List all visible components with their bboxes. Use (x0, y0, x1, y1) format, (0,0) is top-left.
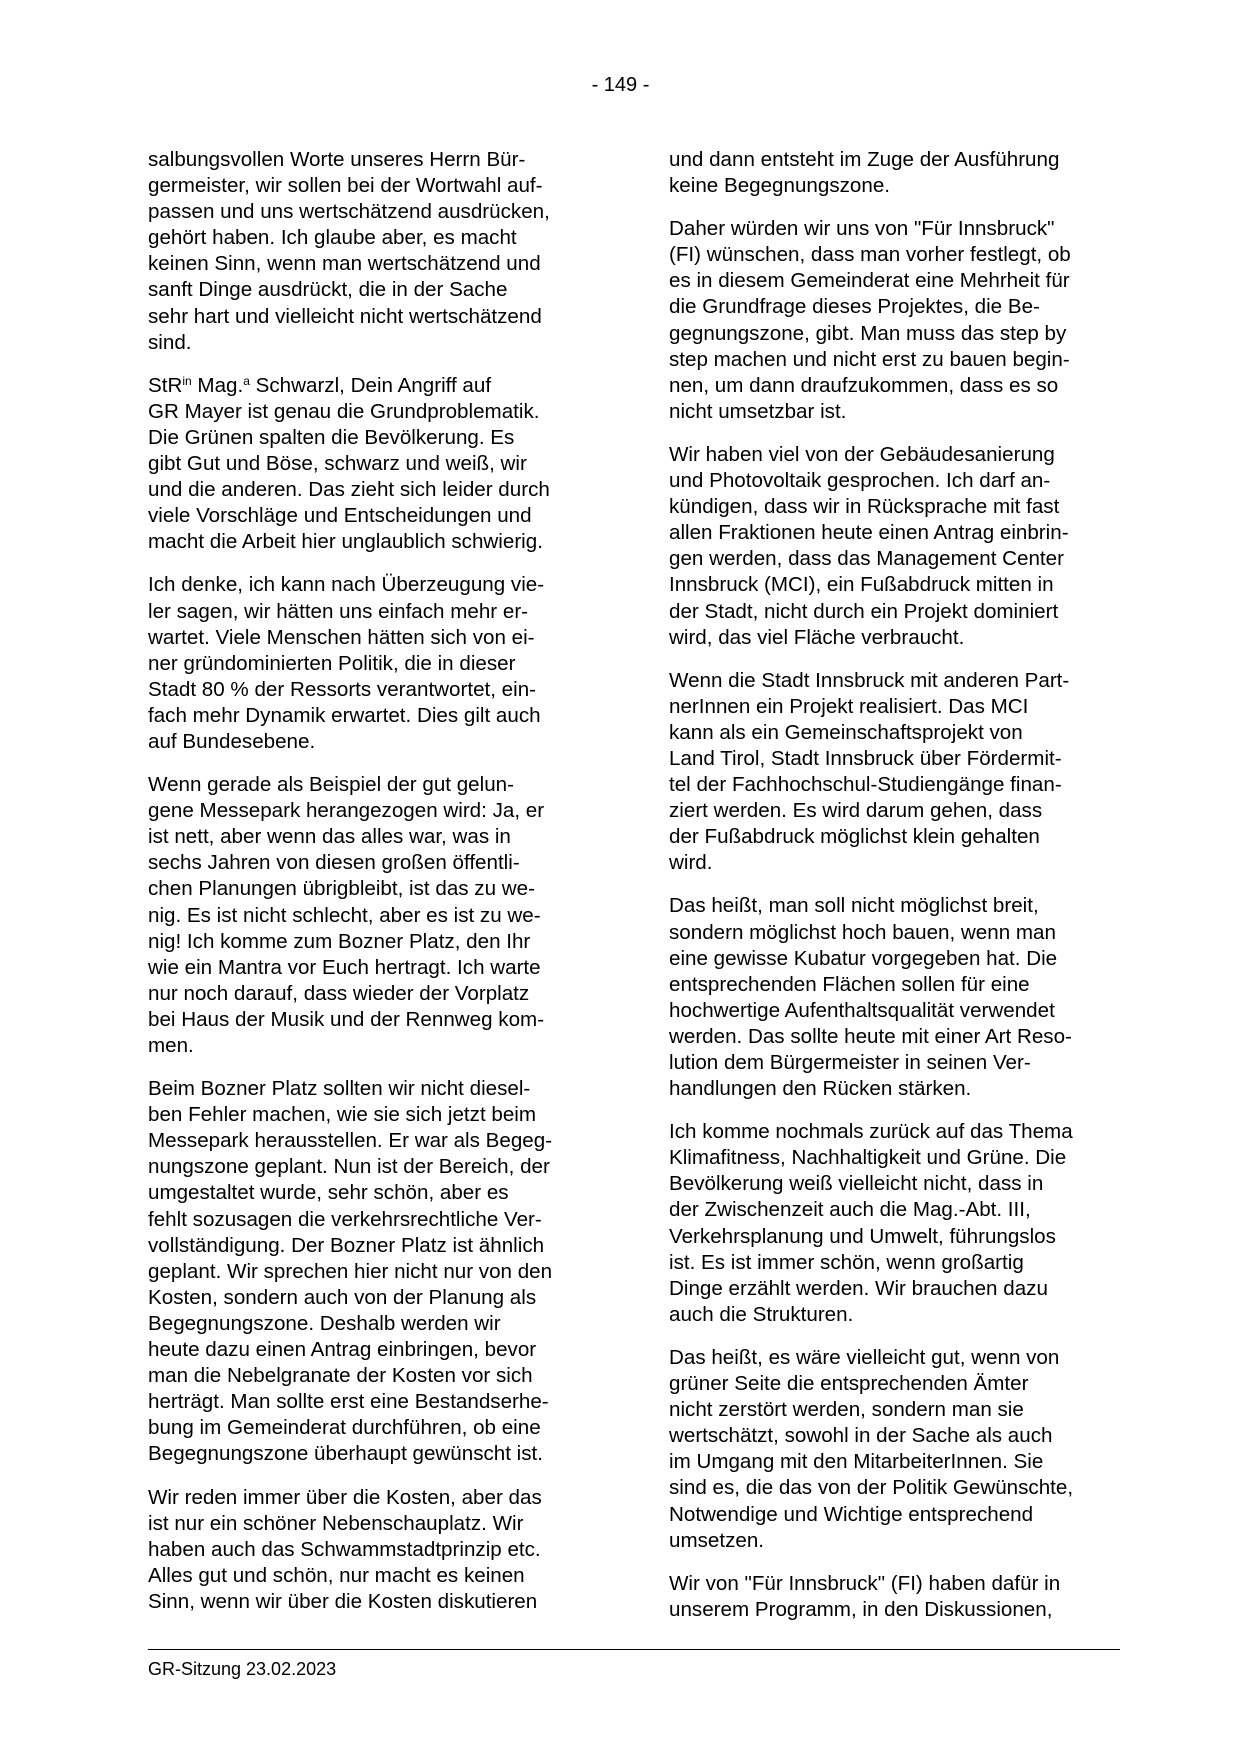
text-line: Kosten, sondern auch von der Planung als (148, 1285, 537, 1309)
text-line: bung im Gemeinderat durchführen, ob eine (148, 1416, 541, 1440)
text-line: der Zwischenzeit auch die Mag.-Abt. III, (669, 1198, 1031, 1222)
text-line-rest: Schwarzl, Dein Angriff auf (255, 373, 492, 397)
text-line: ben Fehler machen, wie sie sich jetzt beim (148, 1103, 537, 1127)
text-line: und dann entsteht im Zuge der Ausführung (669, 148, 1060, 171)
text-line: die Grundfrage dieses Projektes, die Be- (669, 295, 1040, 319)
text-line: nerInnen ein Projekt realisiert. Das MCI (669, 694, 1029, 718)
text-line: geplant. Wir sprechen hier nicht nur von den (148, 1259, 553, 1283)
right-column (669, 147, 1124, 1640)
text-line: entsprechenden Flächen sollen für eine (669, 972, 1030, 996)
text-line: Das heißt, es wäre vielleicht gut, wenn von (669, 1345, 1060, 1369)
text-line: sehr hart und vielleicht nicht wertschätzend (148, 304, 542, 328)
text-line: bei Haus der Musik und der Rennweg kom- (148, 1007, 545, 1031)
text-line: handlungen den Rücken stärken. (669, 1077, 972, 1101)
text-line: step machen und nicht erst zu bauen begin- (669, 347, 1070, 371)
text-line: gibt Gut und Böse, schwarz und weiß, wir (148, 452, 527, 476)
text-line: Wenn die Stadt Innsbruck mit anderen Part- (669, 668, 1070, 692)
text-line: Begegnungszone überhaupt gewünscht ist. (148, 1442, 544, 1466)
paragraph (148, 1485, 603, 1615)
text-line: nungszone geplant. Nun ist der Bereich, der (148, 1155, 550, 1179)
text-line: Stadt 80 % der Ressorts verantwortet, ein- (148, 677, 537, 701)
text-line: gene Messepark herangezogen wird: Ja, er (148, 799, 545, 823)
text-line: der Fußabdruck möglichst klein gehalten (669, 825, 1040, 849)
text-line: salbungsvollen Worte unseres Herrn Bür- (148, 148, 526, 171)
text-line: auch die Strukturen. (669, 1302, 854, 1326)
text-line: sanft Dinge ausdrückt, die in der Sache (148, 278, 508, 302)
text-line: fach mehr Dynamik erwartet. Dies gilt auch (148, 703, 541, 727)
paragraph (669, 668, 1124, 877)
text-line: Beim Bozner Platz sollten wir nicht diesel- (148, 1077, 531, 1101)
text-line: Begegnungszone. Deshalb werden wir (148, 1311, 501, 1335)
text-line: Bevölkerung weiß vielleicht nicht, dass in (669, 1172, 1044, 1196)
academic-title: Mag. (197, 373, 244, 397)
text-line: werden. Das sollte heute mit einer Art Reso- (669, 1024, 1072, 1048)
text-line: sechs Jahren von diesen großen öffentli- (148, 851, 520, 875)
text-line: Notwendige und Wichtige entsprechend (669, 1502, 1034, 1526)
text-line: ner gründominierten Politik, die in dieser (148, 651, 516, 675)
text-line: nig. Es ist nicht schlecht, aber es ist zu we- (148, 903, 541, 927)
text-line: Die Grünen spalten die Bevölkerung. Es (148, 425, 515, 449)
text-line: wird, das viel Fläche verbraucht. (669, 625, 965, 649)
text-line: gegnungszone, gibt. Man muss das step by (669, 321, 1067, 345)
text-line: Wenn gerade als Beispiel der gut gelun- (148, 773, 514, 797)
text-line: Klimafitness, Nachhaltigkeit und Grüne. Die (669, 1146, 1067, 1170)
text-line: und die anderen. Das zieht sich leider durch (148, 478, 550, 502)
paragraph (669, 442, 1124, 651)
footer-divider (148, 1649, 1120, 1650)
text-line: und Photovoltaik gesprochen. Ich darf an- (669, 469, 1051, 493)
text-line: keine Begegnungszone. (669, 174, 890, 198)
paragraph (669, 1345, 1124, 1554)
paragraph (669, 216, 1124, 425)
paragraph (148, 1076, 603, 1467)
text-line: kann als ein Gemeinschaftsprojekt von (669, 720, 1023, 744)
text-line: nur noch darauf, dass wieder der Vorplatz (148, 981, 530, 1005)
text-line: Ich denke, ich kann nach Überzeugung vie- (148, 573, 545, 597)
text-line: grüner Seite die entsprechenden Ämter (669, 1372, 1029, 1396)
text-line: ist nur ein schöner Nebenschauplatz. Wir (148, 1511, 524, 1535)
paragraph (669, 893, 1124, 1102)
text-line: fehlt sozusagen die verkehrsrechtliche Ver- (148, 1207, 542, 1231)
text-line: nicht zerstört werden, sondern man sie (669, 1398, 1024, 1422)
text-line: Wir reden immer über die Kosten, aber das (148, 1485, 542, 1509)
text-line: sondern möglichst hoch bauen, wenn man (669, 920, 1056, 944)
text-line: Wir von "Für Innsbruck" (FI) haben dafür in (669, 1571, 1061, 1595)
text-line: wertschätzt, sowohl in der Sache als auch (669, 1424, 1053, 1448)
text-line: umgestaltet wurde, sehr schön, aber es (148, 1181, 509, 1205)
text-line (148, 373, 603, 399)
text-line: nen, um dann draufzukommen, dass es so (669, 373, 1059, 397)
text-line: gen werden, dass das Management Center (669, 547, 1064, 571)
paragraph (669, 147, 1124, 199)
text-line: gehört haben. Ich glaube aber, es macht (148, 226, 517, 250)
text-line: Land Tirol, Stadt Innsbruck über Fördermit- (669, 746, 1062, 770)
text-line: umsetzen. (669, 1528, 765, 1552)
text-line: men. (148, 1034, 194, 1057)
page-number: - 149 - (591, 74, 650, 96)
text-line: wie ein Mantra vor Euch hertragt. Ich warte (148, 955, 541, 979)
text-line: heute dazu einen Antrag einbringen, bevor (148, 1338, 537, 1362)
text-line: Innsbruck (MCI), ein Fußabdruck mitten in (669, 573, 1054, 597)
text-line: nig! Ich komme zum Bozner Platz, den Ihr (148, 929, 531, 953)
paragraph (148, 147, 603, 356)
text-line: man die Nebelgranate der Kosten vor sich (148, 1364, 533, 1388)
text-line: Verkehrsplanung und Umwelt, führungslos (669, 1224, 1056, 1248)
text-line: es in diesem Gemeinderat eine Mehrheit für (669, 269, 1070, 293)
text-line: hochwertige Aufenthaltsqualität verwendet (669, 998, 1055, 1022)
text-line: Dinge erzählt werden. Wir brauchen dazu (669, 1276, 1048, 1300)
text-line: lution dem Bürgermeister in seinen Ver- (669, 1051, 1031, 1074)
text-line: kündigen, dass wir in Rücksprache mit fast (669, 495, 1060, 519)
text-line: Messepark herausstellen. Er war als Begeg- (148, 1129, 553, 1153)
text-line: der Stadt, nicht durch ein Projekt dominiert (669, 599, 1059, 623)
text-line: wartet. Viele Menschen hätten sich von ei- (148, 625, 535, 649)
paragraph (148, 572, 603, 755)
text-line: (FI) wünschen, dass man vorher festlegt, ob (669, 243, 1071, 267)
text-line: unserem Programm, in den Diskussionen, (669, 1597, 1053, 1621)
text-line: sind es, die das von der Politik Gewünschte, (669, 1476, 1074, 1500)
text-line: GR Mayer ist genau die Grundproblematik. (148, 399, 540, 423)
text-line: herträgt. Man sollte erst eine Bestandserhe- (148, 1390, 549, 1414)
text-line: eine gewisse Kubatur vorgegeben hat. Die (669, 946, 1058, 970)
text-line: ziert werden. Es wird darum gehen, dass (669, 799, 1043, 823)
paragraph (148, 373, 603, 556)
text-line: Ich komme nochmals zurück auf das Thema (669, 1120, 1073, 1144)
footer-session-date: GR-Sitzung 23.02.2023 (148, 1659, 337, 1679)
text-line: Daher würden wir uns von "Für Innsbruck" (669, 217, 1055, 241)
text-line: keinen Sinn, wenn man wertschätzend und (148, 252, 541, 276)
paragraph (669, 1571, 1124, 1623)
text-line: wird. (669, 851, 713, 875)
text-line: auf Bundesebene. (148, 729, 316, 753)
text-line: germeister, wir sollen bei der Wortwahl auf- (148, 174, 543, 198)
text-line: im Umgang mit den MitarbeiterInnen. Sie (669, 1450, 1044, 1474)
text-line: Alles gut und schön, nur macht es keinen (148, 1563, 525, 1587)
text-line: tel der Fachhochschul-Studiengänge finan- (669, 773, 1062, 797)
speaker-title: StR (148, 373, 183, 397)
text-line: nicht umsetzbar ist. (669, 399, 847, 423)
text-line: Wir haben viel von der Gebäudesanierung (669, 442, 1055, 466)
text-line: ler sagen, wir hätten uns einfach mehr er- (148, 599, 529, 623)
paragraph (148, 772, 603, 1059)
text-line: viele Vorschläge und Entscheidungen und (148, 504, 532, 528)
text-line: passen und uns wertschätzend ausdrücken, (148, 200, 550, 224)
speaker-title-superscript: in (182, 373, 192, 388)
academic-title-superscript: a (243, 373, 250, 388)
text-line: allen Fraktionen heute einen Antrag einbrin- (669, 521, 1069, 545)
text-line: Sinn, wenn wir über die Kosten diskutieren (148, 1589, 538, 1613)
text-line: haben auch das Schwammstadtprinzip etc. (148, 1537, 541, 1561)
text-line: macht die Arbeit hier unglaublich schwierig. (148, 530, 543, 554)
text-line: vollständigung. Der Bozner Platz ist ähnlich (148, 1233, 545, 1257)
text-line: ist. Es ist immer schön, wenn großartig (669, 1250, 1024, 1274)
left-column (148, 147, 603, 1632)
text-line: sind. (148, 330, 192, 354)
text-line: Das heißt, man soll nicht möglichst breit, (669, 894, 1039, 918)
text-line: ist nett, aber wenn das alles war, was in (148, 825, 511, 849)
paragraph (669, 1119, 1124, 1328)
text-line: chen Planungen übrigbleibt, ist das zu we- (148, 877, 535, 901)
